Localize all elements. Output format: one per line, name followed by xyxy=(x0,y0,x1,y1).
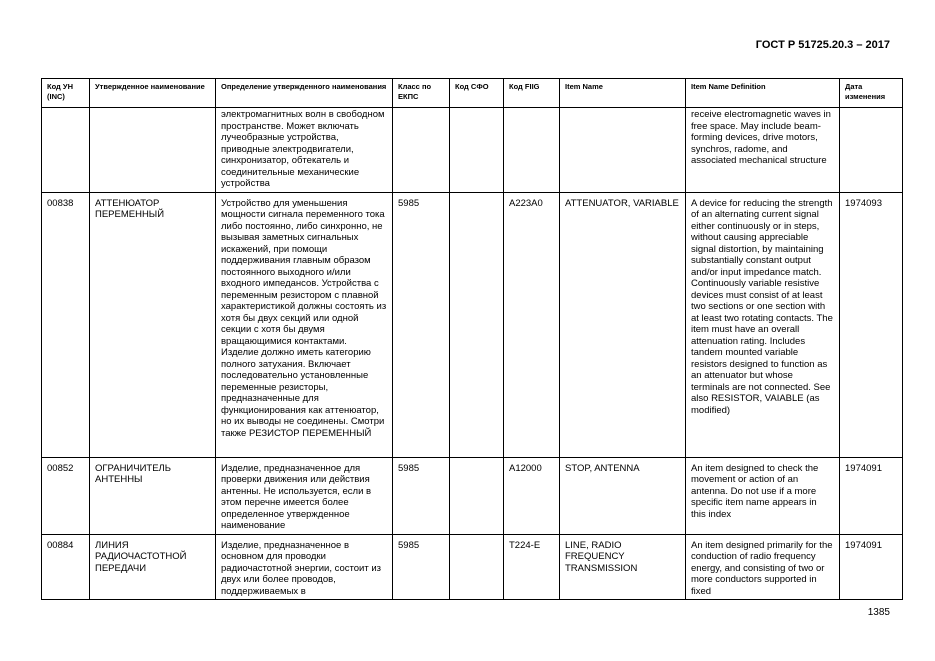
cell-approved-definition: Изделие, предназначенное в основном для проводки радиочастотной энергии, состоит из двух или более проводов, поддерживаемых в xyxy=(216,534,393,600)
cell-item-name xyxy=(560,108,686,193)
cell-item-definition: receive electromagnetic waves in free space. May include beam-forming devices, drive motors, synchros, radome, and associated mechanical structure xyxy=(686,108,840,193)
cell-class xyxy=(393,108,450,193)
column-header-item-definition: Item Name Definition xyxy=(686,79,840,108)
table-row xyxy=(42,192,903,457)
cell-fiig: A223A0 xyxy=(504,192,560,457)
cell-fiig xyxy=(504,108,560,193)
cell-approved-definition: Изделие, предназначенное для проверки движения или действия антенны. Не используется, если в этом перечне имеется более определенное утвержденное наименование xyxy=(216,457,393,534)
cell-sfo xyxy=(450,534,504,600)
cell-fiig: A12000 xyxy=(504,457,560,534)
cell-approved-name: АТТЕНЮАТОР ПЕРЕМЕННЫЙ xyxy=(90,192,216,457)
column-header-item-name: Item Name xyxy=(560,79,686,108)
item-name-table xyxy=(41,78,903,600)
cell-change-date: 1974093 xyxy=(840,192,903,457)
cell-sfo xyxy=(450,108,504,193)
table-row xyxy=(42,457,903,534)
cell-approved-definition: Устройство для уменьшения мощности сигнала переменного тока либо постоянно, либо синхронно, не вызывая заметных сигнальных искажений, при помощи поддерживания главным образом постоянного выходного и/или входного импедансов. Устройства с переменным резистором с плавной характеристикой должны состоять из хотя бы двух секций или одной секции с хотя бы двумя вращающимися контактами. Изделие должно иметь категорию полного затухания. Включает последовательно установленные переменные резисторы, предназначенные для функционирования как аттенюатор, но их выводы не соединены. Смотри также РЕЗИСТОР ПЕРЕМЕННЫЙ xyxy=(216,192,393,457)
column-header-approved-name: Утвержденное наименование xyxy=(90,79,216,108)
column-header-sfo: Код СФО xyxy=(450,79,504,108)
cell-class: 5985 xyxy=(393,192,450,457)
cell-approved-name: ЛИНИЯ РАДИОЧАСТОТНОЙ ПЕРЕДАЧИ xyxy=(90,534,216,600)
column-header-class: Класс по ЕКПС xyxy=(393,79,450,108)
cell-approved-name xyxy=(90,108,216,193)
cell-fiig: T224-E xyxy=(504,534,560,600)
cell-item-definition: An item designed to check the movement or action of an antenna. Do not use if a more specific item name appears in this index xyxy=(686,457,840,534)
cell-class: 5985 xyxy=(393,457,450,534)
cell-item-definition: An item designed primarily for the conduction of radio frequency energy, and consisting of two or more conductors supported in fixed xyxy=(686,534,840,600)
cell-inc xyxy=(42,108,90,193)
cell-change-date: 1974091 xyxy=(840,534,903,600)
cell-item-name: STOP, ANTENNA xyxy=(560,457,686,534)
table-row xyxy=(42,108,903,193)
cell-item-name: LINE, RADIO FREQUENCY TRANSMISSION xyxy=(560,534,686,600)
table-header-row xyxy=(42,79,903,108)
document-standard-number: ГОСТ Р 51725.20.3 – 2017 xyxy=(755,39,890,51)
column-header-inc: Код УН (INC) xyxy=(42,79,90,108)
cell-sfo xyxy=(450,457,504,534)
cell-item-name: ATTENUATOR, VARIABLE xyxy=(560,192,686,457)
table-row xyxy=(42,534,903,600)
column-header-fiig: Код FIIG xyxy=(504,79,560,108)
column-header-approved-definition: Определение утвержденного наименования xyxy=(216,79,393,108)
cell-change-date: 1974091 xyxy=(840,457,903,534)
column-header-change-date: Дата изменения xyxy=(840,79,903,108)
cell-inc: 00884 xyxy=(42,534,90,600)
cell-change-date xyxy=(840,108,903,193)
cell-inc: 00838 xyxy=(42,192,90,457)
cell-item-definition: A device for reducing the strength of an alternating current signal either continuously or in steps, without causing appreciable signal distortion, by maintaining substantially constant output and/or input impedance match. Continuously variable resistive devices must consist of at least two sections or one section with at least two rotating contacts. The item must have an overall attenuation rating. Includes tandem mounted variable resistors designed to function as an attenuator but whose terminals are not connected. See also RESISTOR, VAIABLE (as modified) xyxy=(686,192,840,457)
page-number: 1385 xyxy=(867,607,890,618)
cell-class: 5985 xyxy=(393,534,450,600)
cell-approved-name: ОГРАНИЧИТЕЛЬ АНТЕННЫ xyxy=(90,457,216,534)
cell-approved-definition: электромагнитных волн в свободном пространстве. Может включать лучеобразные устройства, приводные электродвигатели, синхронизатор, обтекатель и соединительные механические устройства xyxy=(216,108,393,193)
cell-sfo xyxy=(450,192,504,457)
cell-inc: 00852 xyxy=(42,457,90,534)
